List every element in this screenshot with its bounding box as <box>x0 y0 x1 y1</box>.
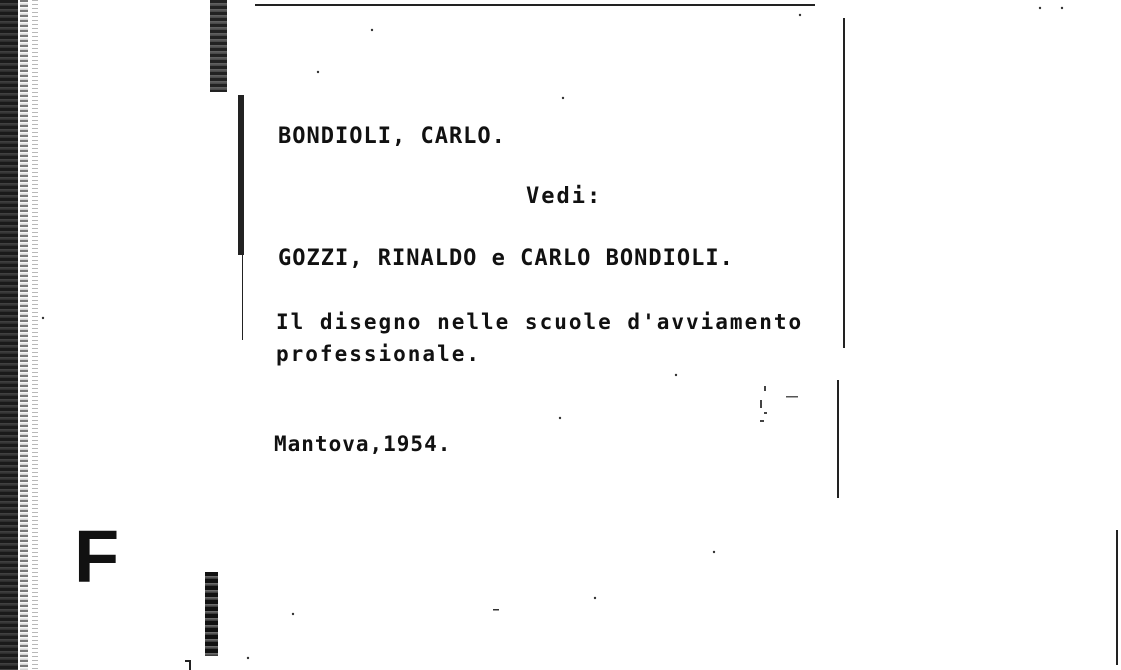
tab-letter: F <box>74 515 120 598</box>
imprint: Mantova,1954. <box>274 432 452 456</box>
card-heading: BONDIOLI, CARLO. <box>278 124 506 149</box>
see-reference-label: Vedi: <box>526 184 603 209</box>
title-line-2: professionale. <box>276 342 482 366</box>
title-line-1: Il disegno nelle scuole d'avviamento <box>276 310 804 334</box>
reference-author: GOZZI, RINALDO e CARLO BONDIOLI. <box>278 246 734 271</box>
